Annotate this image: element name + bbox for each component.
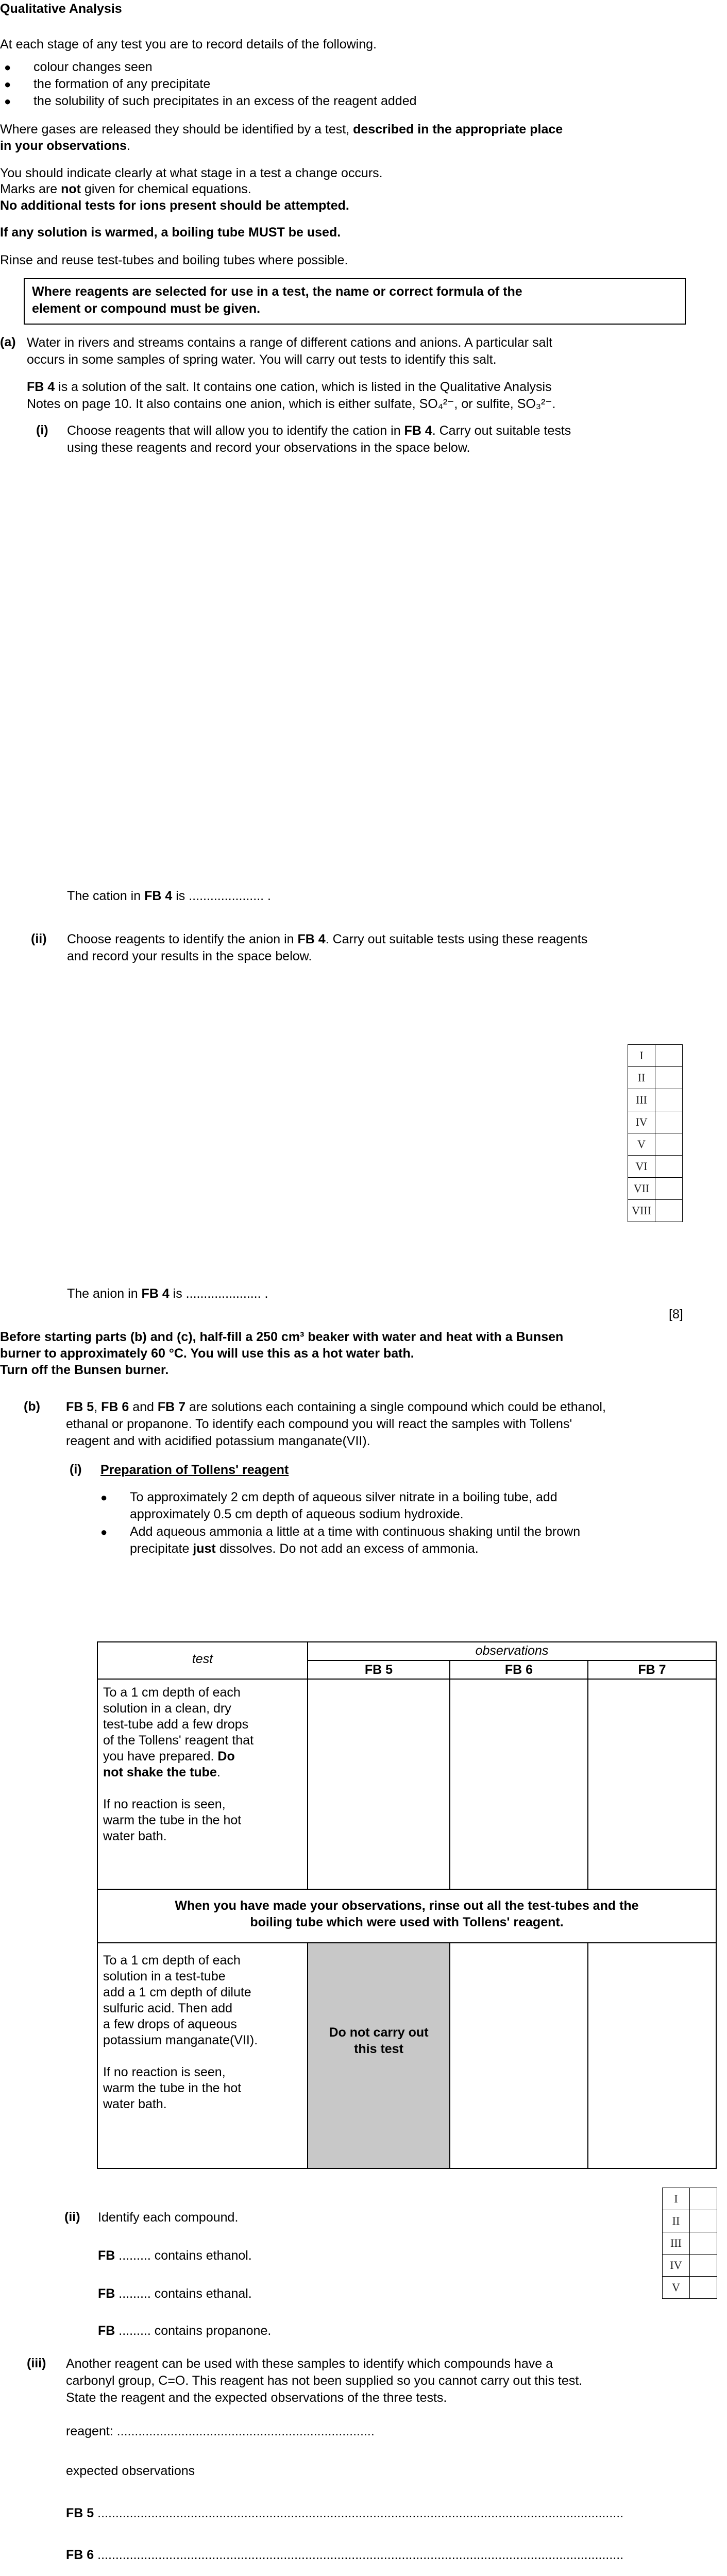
stage-instruction: You should indicate clearly at what stage in a test a change occurs. bbox=[0, 166, 383, 180]
question-text: Choose reagents that will allow you to identify the cation in FB 4. Carry out suitable tests bbox=[67, 423, 571, 438]
part-a-text: FB 4 is a solution of the salt. It contains one cation, which is listed in the Qualitative Analysis bbox=[27, 380, 552, 394]
procedure-text: Add aqueous ammonia a little at a time with continuous shaking until the brown bbox=[130, 1524, 581, 1539]
instruction-bold: Before starting parts (b) and (c), half-fill a 250 cm³ beaker with water and heat with a Bunsen bbox=[0, 1330, 564, 1344]
test-text: a few drops of aqueous bbox=[103, 2017, 237, 2031]
mark-grid-a bbox=[628, 1044, 683, 1222]
mark-label: VI bbox=[628, 1156, 655, 1178]
part-a-text: occurs in some samples of spring water. You will carry out tests to identify this salt. bbox=[27, 352, 497, 367]
mark-box bbox=[655, 1067, 683, 1089]
expected-observations-label: expected observations bbox=[66, 2464, 195, 2478]
intro-bullet: the formation of any precipitate bbox=[33, 77, 211, 91]
mark-box bbox=[655, 1133, 683, 1156]
procedure-text: To approximately 2 cm depth of aqueous silver nitrate in a boiling tube, add bbox=[130, 1490, 557, 1504]
question-text: Choose reagents to identify the anion in FB 4. Carry out suitable tests using these reagents bbox=[67, 932, 588, 946]
procedure-text: precipitate just dissolves. Do not add an excess of ammonia. bbox=[130, 1541, 479, 1556]
table-border bbox=[97, 1641, 717, 1642]
instruction-bold: Turn off the Bunsen burner. bbox=[0, 1363, 169, 1377]
page-title: Qualitative Analysis bbox=[0, 2, 122, 16]
mark-label: VII bbox=[628, 1178, 655, 1200]
table-header-observations: observations bbox=[475, 1643, 549, 1658]
test-text: you have prepared. Do bbox=[103, 1749, 235, 1764]
cation-answer-line[interactable]: The cation in FB 4 is ..................... . bbox=[67, 889, 271, 903]
question-text: and record your results in the space below. bbox=[67, 949, 312, 963]
identify-answer-line[interactable]: FB ......... contains propanone. bbox=[98, 2324, 272, 2338]
marks-total: [8] bbox=[669, 1307, 683, 1321]
gas-instruction-cont: in your observations. bbox=[0, 139, 130, 153]
observation-answer-line[interactable]: FB 6 ................................................................................................................................................... bbox=[66, 2548, 624, 2562]
part-b-text: ethanal or propanone. To identify each compound you will react the samples with Tollens' bbox=[66, 1417, 572, 1431]
table-border bbox=[307, 1660, 717, 1661]
procedure-text: approximately 0.5 cm depth of aqueous sodium hydroxide. bbox=[130, 1507, 464, 1521]
part-b-label: (b) bbox=[24, 1399, 40, 1414]
marks-note: Marks are not given for chemical equations. bbox=[0, 182, 251, 196]
mark-label: III bbox=[663, 2232, 690, 2255]
warm-warning: If any solution is warmed, a boiling tube MUST be used. bbox=[0, 225, 341, 240]
mark-label: V bbox=[628, 1133, 655, 1156]
test-text: not shake the tube. bbox=[103, 1765, 221, 1780]
grey-cell-text: Do not carry out bbox=[329, 2025, 429, 2040]
bullet-icon: ● bbox=[100, 1526, 108, 1538]
mark-label: III bbox=[628, 1089, 655, 1111]
question-text: Another reagent can be used with these samples to identify which compounds have a bbox=[66, 2357, 553, 2371]
question-number: (iii) bbox=[27, 2356, 46, 2370]
identify-answer-line[interactable]: FB ......... contains ethanol. bbox=[98, 2248, 252, 2263]
identify-answer-line[interactable]: FB ......... contains ethanal. bbox=[98, 2286, 252, 2301]
observation-answer-line[interactable]: FB 5 ................................................................................................................................................... bbox=[66, 2506, 624, 2520]
question-text: carbonyl group, C=O. This reagent has not been supplied so you cannot carry out this test. bbox=[66, 2374, 583, 2388]
part-a-label: (a) bbox=[0, 335, 16, 349]
table-border bbox=[97, 1942, 717, 1943]
test-text: warm the tube in the hot bbox=[103, 2081, 242, 2095]
mark-box bbox=[690, 2255, 717, 2277]
mark-box bbox=[690, 2232, 717, 2255]
part-a-text: Water in rivers and streams contains a range of different cations and anions. A particular salt bbox=[27, 335, 552, 350]
test-text: of the Tollens' reagent that bbox=[103, 1733, 254, 1748]
question-number: (i) bbox=[36, 423, 48, 437]
rinse-note-row: boiling tube which were used with Tollens' reagent. bbox=[250, 1915, 564, 1929]
test-text: water bath. bbox=[103, 2097, 167, 2111]
question-number: (i) bbox=[70, 1462, 82, 1477]
mark-label: I bbox=[628, 1045, 655, 1067]
column-header-fb6: FB 6 bbox=[504, 1663, 533, 1677]
mark-box bbox=[655, 1200, 683, 1222]
intro-bullet: the solubility of such precipitates in an excess of the reagent added bbox=[33, 94, 417, 108]
test-text: To a 1 cm depth of each bbox=[103, 1953, 241, 1968]
intro-bullet: colour changes seen bbox=[33, 60, 153, 74]
test-text: test-tube add a few drops bbox=[103, 1717, 249, 1732]
intro-line: At each stage of any test you are to record details of the following. bbox=[0, 37, 377, 52]
tollens-heading: Preparation of Tollens' reagent bbox=[100, 1463, 289, 1477]
part-b-text: reagent and with acidified potassium manganate(VII). bbox=[66, 1434, 370, 1448]
mark-label: II bbox=[663, 2210, 690, 2232]
grey-cell-text: this test bbox=[354, 2042, 403, 2056]
test-text: To a 1 cm depth of each bbox=[103, 1685, 241, 1700]
gas-instruction: Where gases are released they should be identified by a test, described in the appropriate place bbox=[0, 122, 563, 137]
mark-box bbox=[655, 1178, 683, 1200]
mark-box bbox=[690, 2188, 717, 2210]
test-text: add a 1 cm depth of dilute bbox=[103, 1985, 251, 1999]
mark-box bbox=[690, 2210, 717, 2232]
mark-box bbox=[655, 1156, 683, 1178]
mark-box bbox=[655, 1045, 683, 1067]
mark-box bbox=[655, 1089, 683, 1111]
instruction-bold: burner to approximately 60 °C. You will use this as a hot water bath. bbox=[0, 1346, 414, 1361]
table-border bbox=[97, 2168, 717, 2169]
bullet-icon: ● bbox=[4, 61, 11, 74]
test-text: sulfuric acid. Then add bbox=[103, 2001, 233, 2015]
table-border bbox=[97, 1679, 717, 1680]
mark-label: I bbox=[663, 2188, 690, 2210]
mark-grid-b bbox=[662, 2188, 717, 2299]
mark-label: IV bbox=[628, 1111, 655, 1133]
question-text: State the reagent and the expected observations of the three tests. bbox=[66, 2391, 447, 2405]
mark-box bbox=[655, 1111, 683, 1133]
rinse-note: Rinse and reuse test-tubes and boiling tubes where possible. bbox=[0, 253, 348, 267]
mark-label: VIII bbox=[628, 1200, 655, 1222]
part-a-text: Notes on page 10. It also contains one anion, which is either sulfate, SO₄²⁻, or sulfite, SO₃²⁻. bbox=[27, 397, 556, 411]
mark-label: II bbox=[628, 1067, 655, 1089]
column-header-fb5: FB 5 bbox=[364, 1663, 393, 1677]
bullet-icon: ● bbox=[4, 78, 11, 91]
table-border bbox=[97, 1889, 717, 1890]
bullet-icon: ● bbox=[100, 1491, 108, 1504]
no-additional-tests: No additional tests for ions present should be attempted. bbox=[0, 198, 349, 213]
bullet-icon: ● bbox=[4, 95, 11, 108]
table-header-test: test bbox=[192, 1652, 213, 1666]
test-text: solution in a test-tube bbox=[103, 1969, 226, 1984]
test-text: solution in a clean, dry bbox=[103, 1701, 231, 1716]
table-border bbox=[449, 1660, 450, 1890]
test-text: potassium manganate(VII). bbox=[103, 2033, 258, 2047]
mark-label: IV bbox=[663, 2255, 690, 2277]
test-text: If no reaction is seen, bbox=[103, 2065, 226, 2079]
test-text: If no reaction is seen, bbox=[103, 1797, 226, 1811]
table-border bbox=[587, 1660, 588, 1890]
mark-box bbox=[690, 2277, 717, 2299]
reagent-notice-line: element or compound must be given. bbox=[32, 301, 261, 316]
rinse-note-row: When you have made your observations, rinse out all the test-tubes and the bbox=[175, 1899, 639, 1913]
part-b-text: FB 5, FB 6 and FB 7 are solutions each containing a single compound which could be ethanol, bbox=[66, 1400, 606, 1414]
test-text: water bath. bbox=[103, 1829, 167, 1843]
table-border bbox=[307, 1641, 308, 1890]
column-header-fb7: FB 7 bbox=[638, 1663, 666, 1677]
question-number: (ii) bbox=[64, 2210, 80, 2224]
table-border bbox=[716, 1641, 717, 2169]
table-border bbox=[449, 1942, 450, 2169]
question-text: using these reagents and record your observations in the space below. bbox=[67, 440, 470, 455]
test-text: warm the tube in the hot bbox=[103, 1813, 242, 1827]
mark-label: V bbox=[663, 2277, 690, 2299]
anion-answer-line[interactable]: The anion in FB 4 is ..................... . bbox=[67, 1286, 268, 1301]
reagent-answer-line[interactable]: reagent: ........................................................................ bbox=[66, 2424, 375, 2438]
question-text: Identify each compound. bbox=[98, 2210, 239, 2225]
reagent-notice-line: Where reagents are selected for use in a test, the name or correct formula of the bbox=[32, 284, 522, 299]
question-number: (ii) bbox=[31, 931, 47, 946]
table-border bbox=[587, 1942, 588, 2169]
